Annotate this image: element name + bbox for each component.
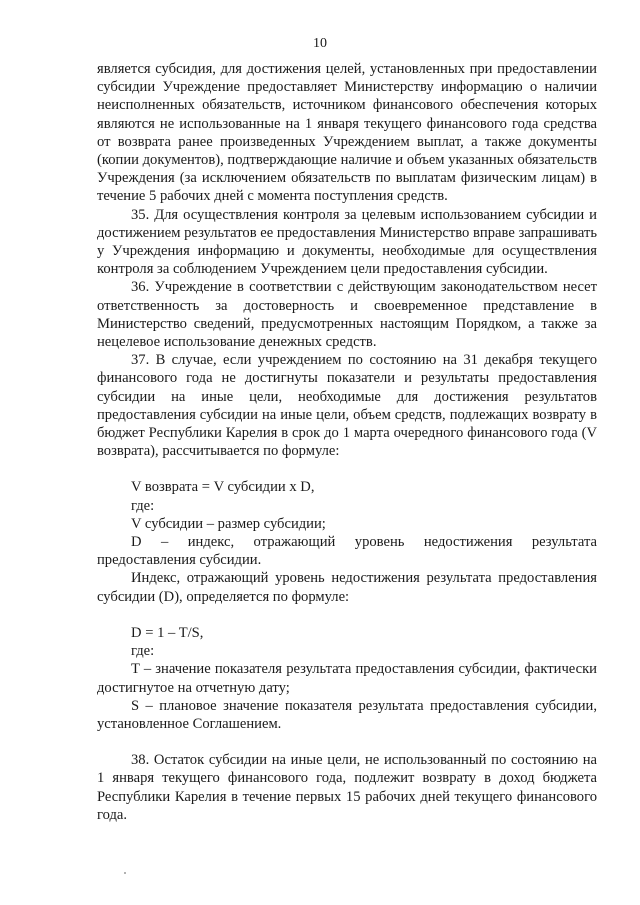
paragraph-37: 37. В случае, если учреждением по состоянию на 31 декабря текущего финансового года не достигнуты показатели и результаты предоставления субсидии на иные цели, необходимые для достижения результатов предоставления субсидии на иные цели, объем средств, подлежащих возврату в бюджет Республики Карелия в срок до 1 марта очередного финансового года (V возврата), рассчитывается по формуле:: [97, 352, 597, 460]
paragraph-35: 35. Для осуществления контроля за целевым использованием субсидии и достижением результатов ее предоставления Министерство вправе запрашивать у Учреждения информацию и документы, необходимые для осуществления контроля за соблюдением Учреждением цели предоставления субсидии.: [97, 206, 597, 278]
definition-t: T – значение показателя результата предоставления субсидии, фактически достигнутое на отчетную дату;: [97, 661, 597, 696]
formula-v-return: V возврата = V субсидии х D,: [131, 479, 315, 496]
definition-d: D – индекс, отражающий уровень недостижения результата предоставления субсидии.: [97, 534, 597, 569]
scan-speck: [124, 872, 126, 874]
paragraph-continuation: является субсидия, для достижения целей, установленных при предоставлении субсидии Учреждение предоставляет Министерству информацию о наличии неисполненных обязательств, источником финансового обеспечения которых являются не использованные на 1 января текущего финансового года средства от возврата ранее произведенных Учреждением выплат, а также документы (копии документов), подтверждающие наличие и объем указанных обязательств Учреждения (за исключением обязательств по выплатам физическим лицам) в течение 5 рабочих дней с момента поступления средств.: [97, 61, 597, 205]
paragraph-38: 38. Остаток субсидии на иные цели, не использованный по состоянию на 1 января текущего финансового года, подлежит возврату в доход бюджета Республики Карелия в течение первых 15 рабочих дней текущего финансового года.: [97, 752, 597, 823]
formula-d: D = 1 – T/S,: [131, 624, 204, 641]
definition-v: V субсидии – размер субсидии;: [131, 515, 326, 532]
paragraph-36: 36. Учреждение в соответствии с действующим законодательством несет ответственность за достоверность и своевременное представление в Министерство сведений, предусмотренных настоящим Порядком, а также за нецелевое использование денежных средств.: [97, 279, 597, 351]
where-label-2: где:: [131, 643, 155, 660]
definition-s: S – плановое значение показателя результата предоставления субсидии, установленное Соглашением.: [97, 697, 597, 732]
where-label-1: где:: [131, 497, 155, 514]
page-number: 10: [313, 36, 327, 51]
document-body: [97, 60, 597, 824]
index-intro: Индекс, отражающий уровень недостижения результата предоставления субсидии (D), определяется по формуле:: [97, 570, 597, 605]
